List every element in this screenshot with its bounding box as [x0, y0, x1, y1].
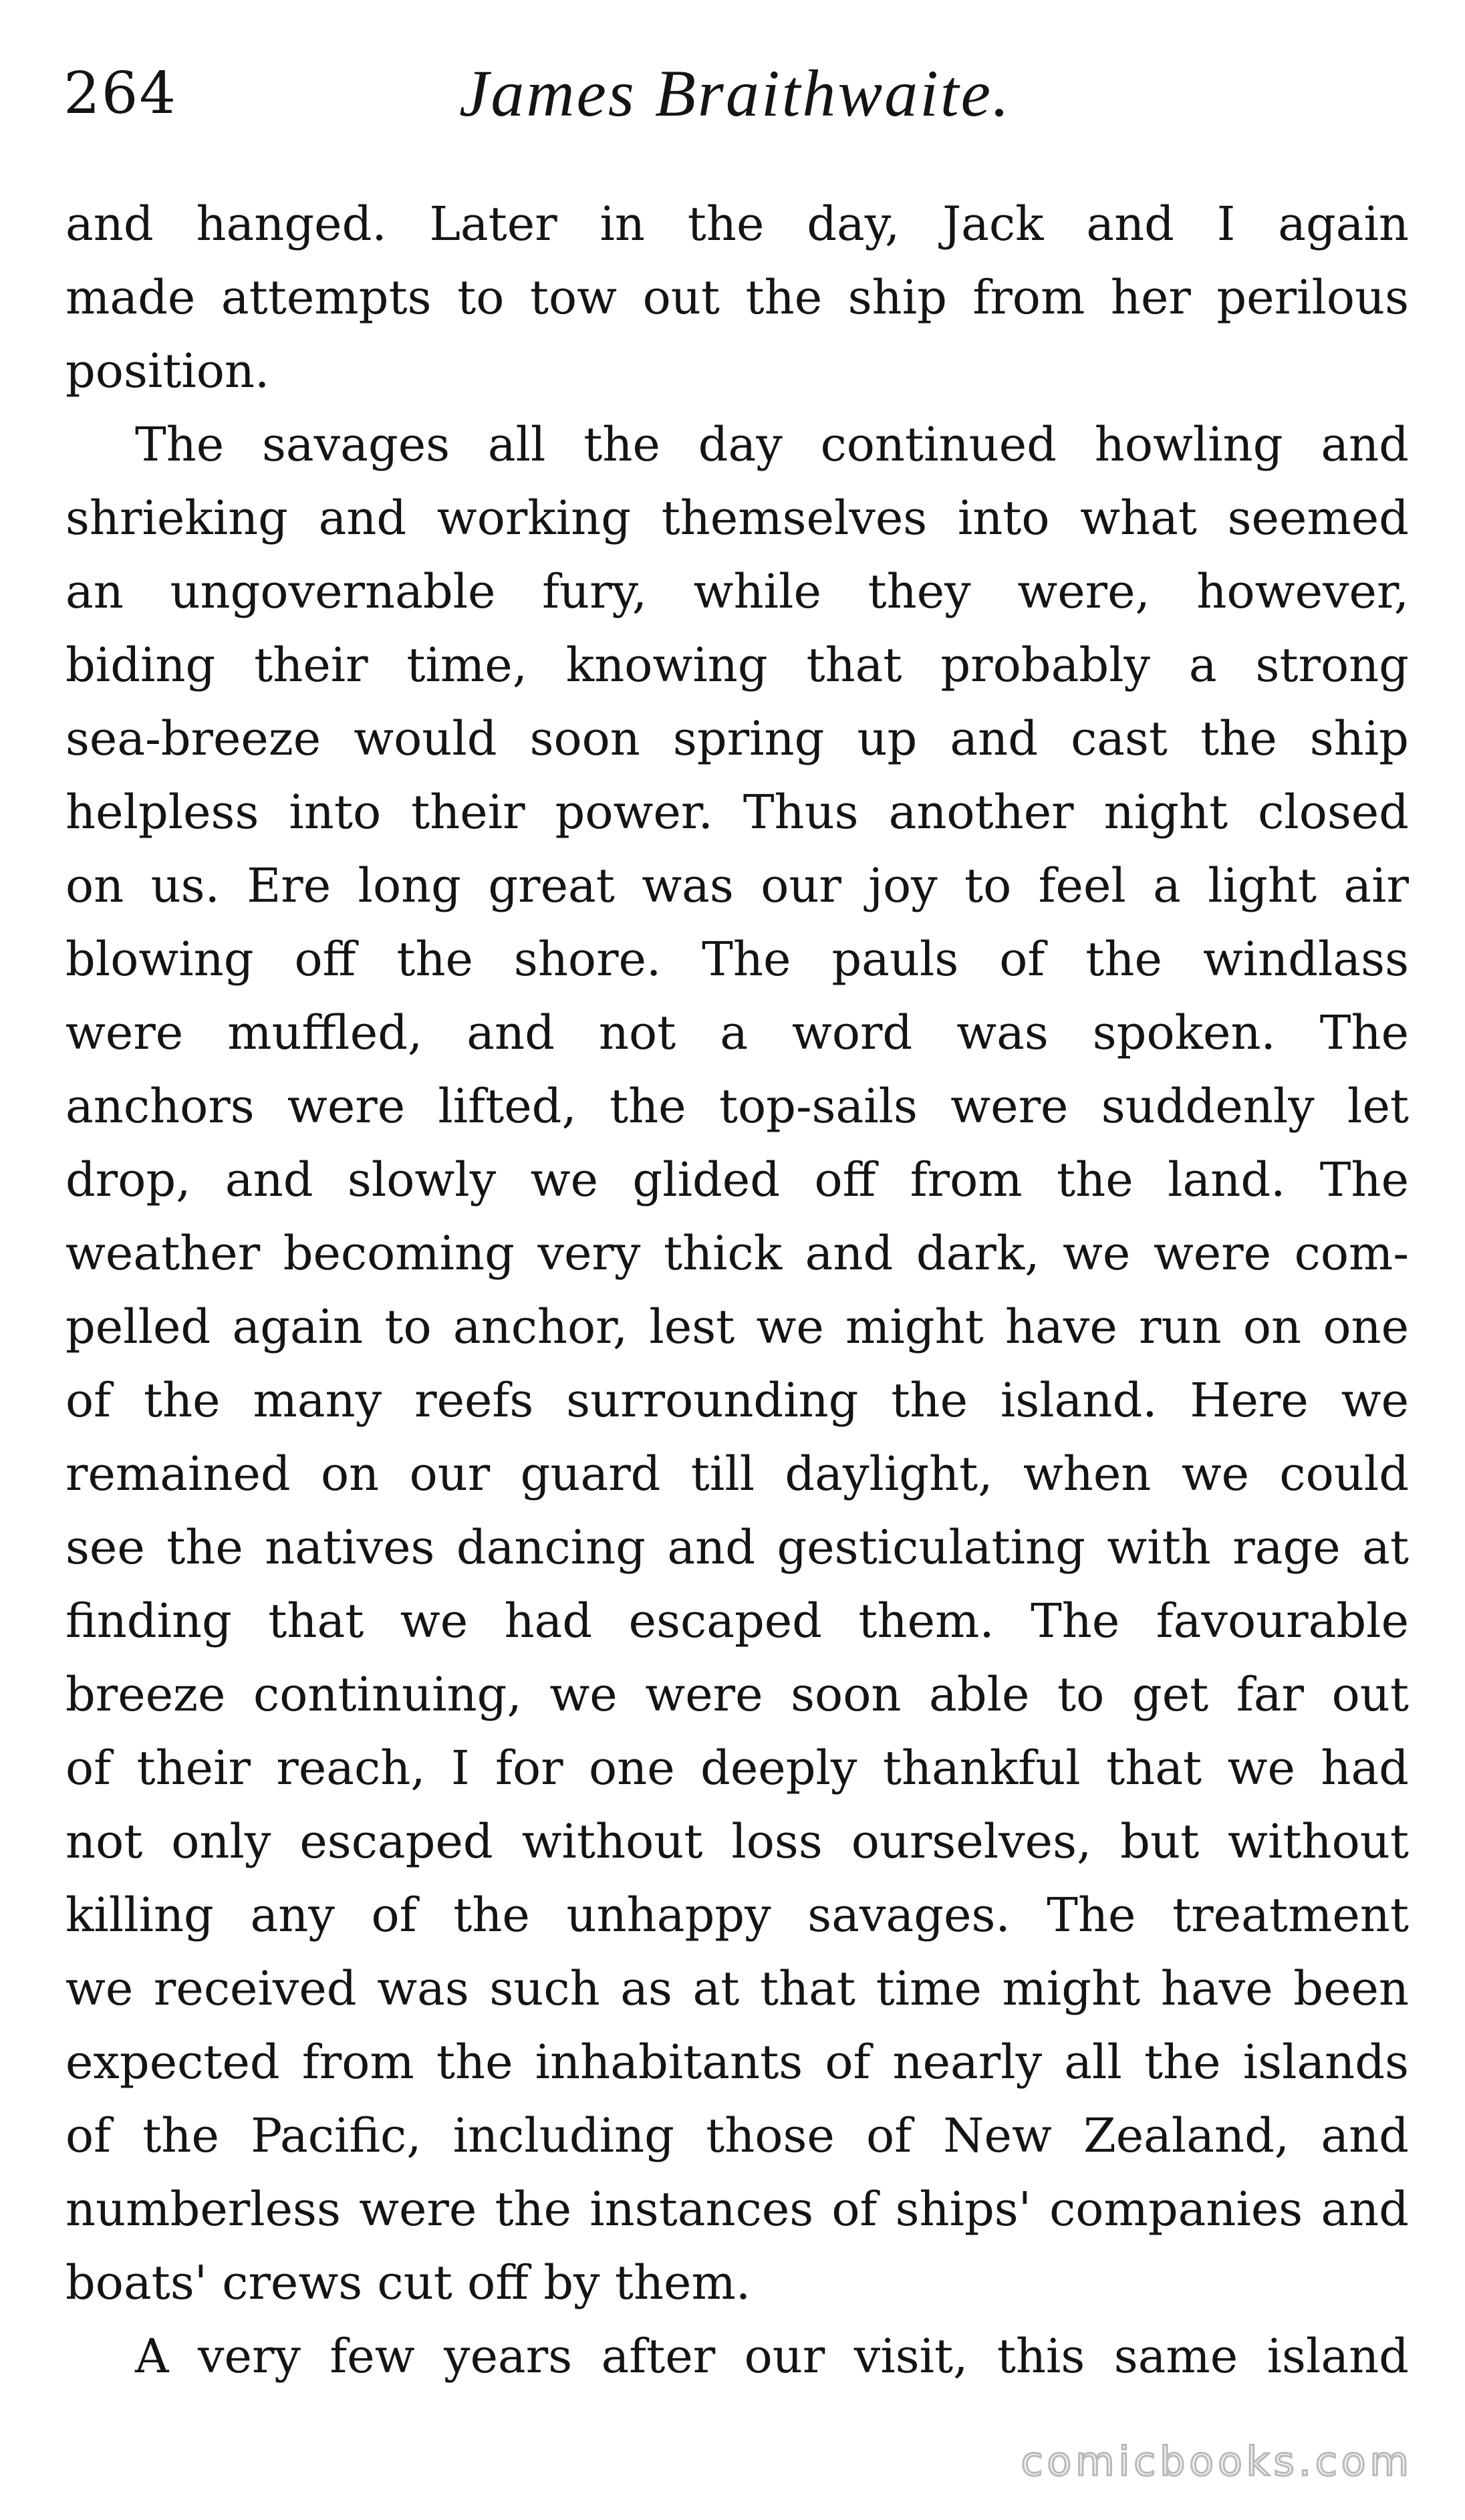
- text-line: finding that we had escaped them. The favourable: [65, 1594, 1409, 1648]
- text-line: of the many reefs surrounding the island. Here we: [65, 1373, 1409, 1428]
- text-line: breeze continuing, we were soon able to get far out: [65, 1667, 1409, 1722]
- text-line: position.: [65, 344, 270, 398]
- text-line: biding their time, knowing that probably a strong: [65, 638, 1409, 692]
- body-text: [65, 187, 1409, 2393]
- text-line: killing any of the unhappy savages. The treatment: [65, 1888, 1409, 1942]
- text-line: blowing off the shore. The pauls of the windlass: [65, 932, 1409, 987]
- paragraph: [65, 2319, 1409, 2393]
- text-line: remained on our guard till daylight, when we could: [65, 1446, 1409, 1501]
- text-line: on us. Ere long great was our joy to feel a light air: [65, 858, 1409, 913]
- watermark: comicbooks.com: [1021, 2438, 1413, 2485]
- running-title: James Braithwaite.: [458, 56, 1012, 130]
- text-line: boats' crews cut off by them.: [65, 2255, 751, 2310]
- text-line: an ungovernable fury, while they were, however,: [65, 564, 1409, 619]
- paragraph: [65, 187, 1409, 408]
- text-line: A very few years after our visit, this same island: [135, 2329, 1409, 2384]
- page-number: 264: [63, 60, 178, 127]
- text-line: of the Pacific, including those of New Zealand, and: [65, 2108, 1409, 2163]
- text-line: weather becoming very thick and dark, we were com-: [65, 1226, 1409, 1281]
- text-line: shrieking and working themselves into what seemed: [65, 491, 1409, 545]
- paragraph: [65, 408, 1409, 2319]
- text-line: anchors were lifted, the top-sails were suddenly let: [65, 1079, 1409, 1134]
- text-line: numberless were the instances of ships' companies and: [65, 2182, 1409, 2237]
- text-line: not only escaped without loss ourselves, but without: [65, 1814, 1409, 1869]
- text-line: were muffled, and not a word was spoken. The: [65, 1005, 1409, 1060]
- text-line: of their reach, I for one deeply thankful that we had: [65, 1741, 1409, 1795]
- text-line: and hanged. Later in the day, Jack and I again: [65, 197, 1409, 251]
- page-header: [63, 53, 1407, 134]
- text-line: see the natives dancing and gesticulating with rage at: [65, 1520, 1409, 1575]
- text-line: drop, and slowly we glided off from the land. The: [65, 1152, 1409, 1207]
- text-line: expected from the inhabitants of nearly all the islands: [65, 2035, 1409, 2090]
- text-line: The savages all the day continued howling and: [135, 417, 1409, 472]
- text-line: we received was such as at that time might have been: [65, 1961, 1409, 2016]
- text-line: sea-breeze would soon spring up and cast the ship: [65, 711, 1409, 766]
- text-line: made attempts to tow out the ship from her perilous: [65, 270, 1409, 325]
- text-line: helpless into their power. Thus another night closed: [65, 785, 1409, 840]
- text-line: pelled again to anchor, lest we might have run on one: [65, 1299, 1409, 1354]
